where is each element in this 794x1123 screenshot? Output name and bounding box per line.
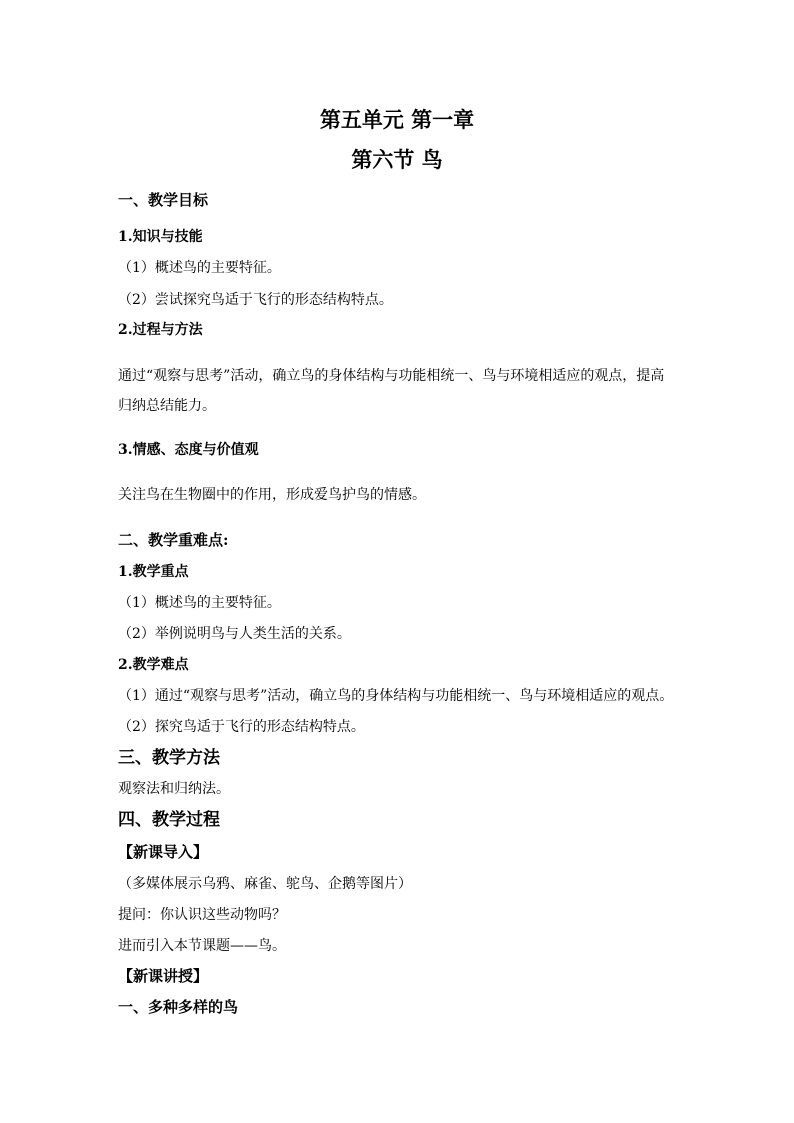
list-item: （1）概述鸟的主要特征。 bbox=[118, 260, 281, 276]
paragraph-line: 关注鸟在生物圈中的作用，形成爱鸟护鸟的情感。 bbox=[118, 487, 426, 503]
subheading-difficult-points: 2.教学难点 bbox=[118, 657, 189, 673]
subheading-process-methods: 2.过程与方法 bbox=[118, 322, 203, 338]
heading-teaching-process: 四、教学过程 bbox=[118, 810, 220, 830]
list-item: （2）举例说明鸟与人类生活的关系。 bbox=[118, 626, 351, 642]
heading-teaching-goals: 一、教学目标 bbox=[118, 191, 209, 209]
heading-teaching-methods: 三、教学方法 bbox=[118, 748, 220, 768]
list-item: （2）尝试探究鸟适于飞行的形态结构特点。 bbox=[118, 292, 393, 308]
subheading-emotion-values: 3.情感、态度与价值观 bbox=[118, 442, 259, 458]
subheading-knowledge-skills: 1.知识与技能 bbox=[118, 229, 203, 245]
subheading-key-points: 1.教学重点 bbox=[118, 564, 189, 580]
list-item: （1）通过“观察与思考”活动，确立鸟的身体结构与功能相统一、鸟与环境相适应的观点。 bbox=[118, 688, 674, 704]
heading-key-difficult-points: 二、教学重难点: bbox=[118, 531, 229, 549]
paragraph-line: 提问：你认识这些动物吗？ bbox=[118, 907, 286, 923]
unit-chapter-title: 第五单元 第一章 bbox=[319, 107, 475, 132]
paragraph-line: 归纳总结能力。 bbox=[118, 398, 216, 414]
paragraph-line: （多媒体展示乌鸦、麻雀、鸵鸟、企鹅等图片） bbox=[118, 876, 412, 892]
label-new-lesson-lecture: 【新课讲授】 bbox=[118, 967, 209, 985]
list-item: （2）探究鸟适于飞行的形态结构特点。 bbox=[118, 719, 365, 735]
paragraph-line: 进而引入本节课题——鸟。 bbox=[118, 938, 286, 954]
paragraph-line: 通过“观察与思考”活动，确立鸟的身体结构与功能相统一、鸟与环境相适应的观点，提高 bbox=[118, 368, 665, 384]
paragraph-line: 观察法和归纳法。 bbox=[118, 781, 230, 797]
section-title: 第六节 鸟 bbox=[351, 147, 443, 172]
heading-diverse-birds: 一、多种多样的鸟 bbox=[118, 998, 239, 1016]
list-item: （1）概述鸟的主要特征。 bbox=[118, 595, 281, 611]
label-new-lesson-intro: 【新课导入】 bbox=[118, 843, 209, 861]
